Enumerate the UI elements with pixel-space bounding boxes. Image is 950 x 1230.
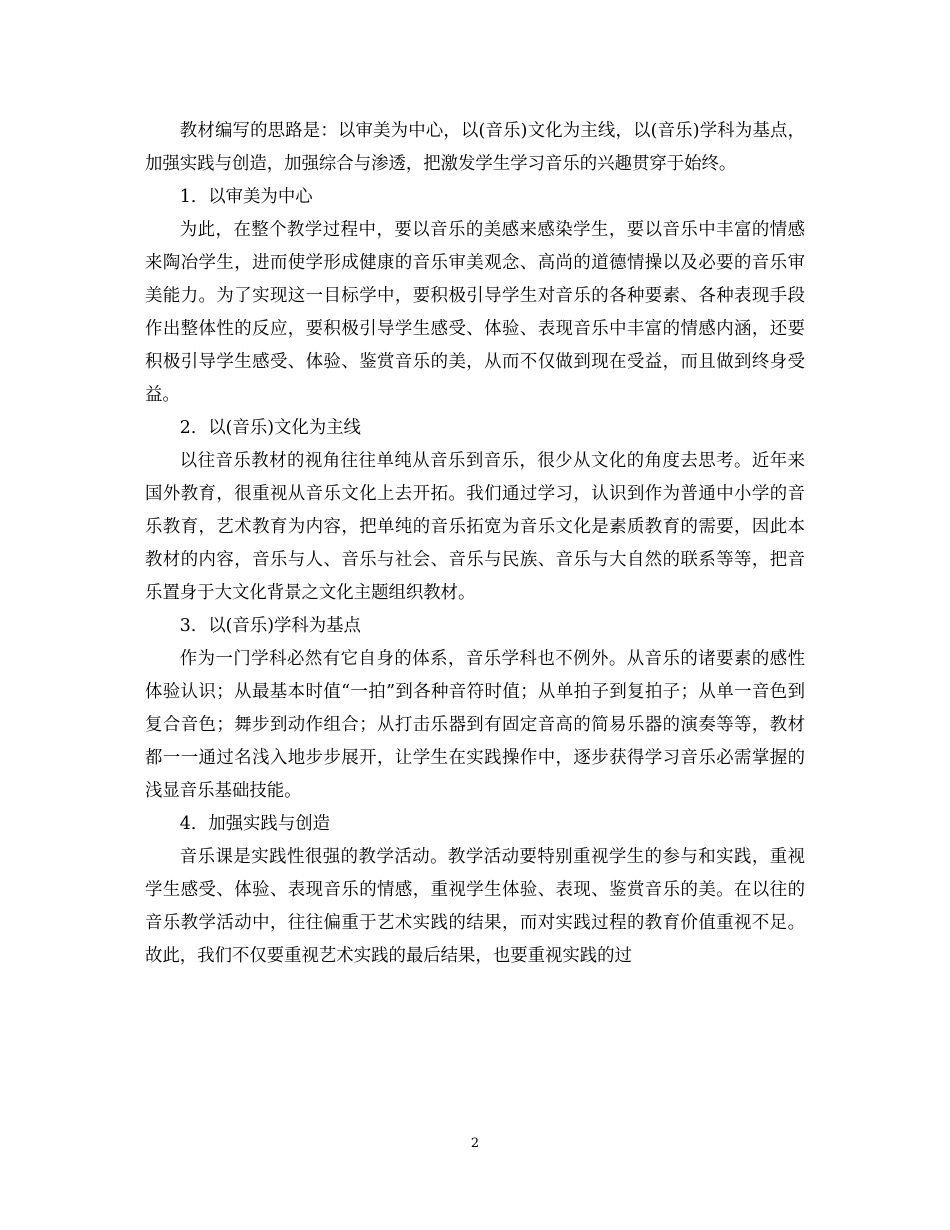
paragraph-section-3: 作为一门学科必然有它自身的体系，音乐学科也不例外。从音乐的诸要素的感性体验认识；从最基本时值“一拍”到各种音符时值；从单拍子到复拍子；从单一音色到复合音色；舞步到动作组合；从打击乐器到有固定音高的简易乐器的演奏等等，教材都一一通过名浅入地步步展开，让学生在实践操作中，逐步获得学习音乐必需掌握的浅显音乐基础技能。: [145, 649, 805, 801]
paragraph-section-2: 以往音乐教材的视角往往单纯从音乐到音乐，很少从文化的角度去思考。近年来国外教育，很重视从音乐文化上去开拓。我们通过学习，认识到作为普通中小学的音乐教育，艺术教育为内容，把单纯的音乐拓宽为音乐文化是素质教育的需要，因此本教材的内容，音乐与人、音乐与社会、音乐与民族、音乐与大自然的联系等等，把音乐置身于大文化背景之文化主题组织教材。: [145, 451, 805, 603]
section-heading-3: 3．以(音乐)学科为基点: [179, 616, 361, 636]
paragraph-section-1: 为此，在整个教学过程中，要以音乐的美感来感染学生，要以音乐中丰富的情感来陶冶学生，进而使学形成健康的音乐审美观念、高尚的道德情操以及必要的音乐审美能力。为了实现这一目标学中，要积极引导学生对音乐的各种要素、各种表现手段作出整体性的反应，要积极引导学生感受、体验、表现音乐中丰富的情感内涵，还要积极引导学生感受、体验、鉴赏音乐的美，从而不仅做到现在受益，而且做到终身受益。: [145, 220, 805, 405]
page-number: 2: [470, 1136, 480, 1151]
section-heading-2: 2．以(音乐)文化为主线: [179, 418, 361, 438]
paragraph-intro: 教材编写的思路是：以审美为中心，以(音乐)文化为主线，以(音乐)学科为基点，加强实践与创造，加强综合与渗透，把激发学生学习音乐的兴趣贯穿于始终。: [145, 121, 805, 174]
section-heading-4: 4．加强实践与创造: [179, 814, 330, 834]
document-body: [145, 115, 805, 973]
section-heading-1: 1．以审美为中心: [179, 187, 313, 207]
paragraph-section-4: 音乐课是实践性很强的教学活动。教学活动要特别重视学生的参与和实践，重视学生感受、体验、表现音乐的情感，重视学生体验、表现、鉴赏音乐的美。在以往的音乐教学活动中，往往偏重于艺术实践的结果，而对实践过程的教育价值重视不足。故此，我们不仅要重视艺术实践的最后结果，也要重视实践的过: [145, 847, 805, 966]
